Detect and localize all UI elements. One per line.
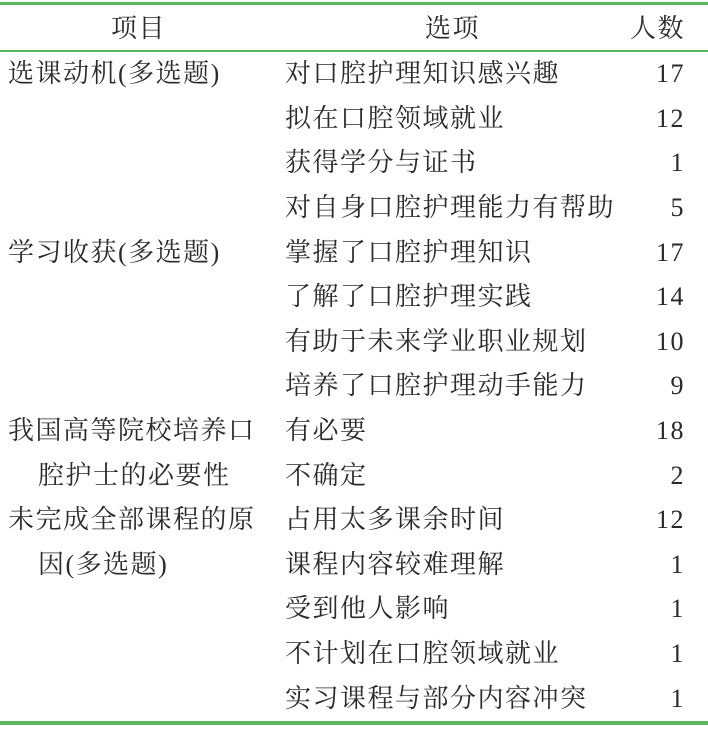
table-row <box>0 364 708 409</box>
count-cell: 9 <box>670 371 685 401</box>
table-row <box>0 632 708 677</box>
count-cell: 1 <box>670 639 685 669</box>
option-cell: 培养了口腔护理动手能力 <box>285 371 588 401</box>
option-cell: 对自身口腔护理能力有帮助 <box>285 193 616 223</box>
count-cell: 12 <box>656 103 685 133</box>
option-cell: 拟在口腔领域就业 <box>285 103 506 133</box>
option-cell: 受到他人影响 <box>285 594 451 624</box>
table-row <box>0 676 708 721</box>
option-cell: 有助于未来学业职业规划 <box>285 326 588 356</box>
table-header-row <box>0 5 708 52</box>
option-cell: 不确定 <box>285 460 368 490</box>
count-cell: 17 <box>656 237 685 267</box>
count-cell: 18 <box>656 416 685 446</box>
option-cell: 了解了口腔护理实践 <box>285 282 533 312</box>
table-row <box>0 275 708 320</box>
table-row <box>0 141 708 186</box>
item-cell-wrapped: 因(多选题) <box>38 549 169 579</box>
option-cell: 有必要 <box>285 416 368 446</box>
table-row <box>0 453 708 498</box>
table-body <box>0 52 708 721</box>
count-cell: 12 <box>656 505 685 535</box>
table-row <box>0 587 708 632</box>
table-row <box>0 97 708 142</box>
item-cell: 选课动机(多选题) <box>8 59 221 89</box>
option-cell: 不计划在口腔领域就业 <box>285 639 561 669</box>
option-cell: 获得学分与证书 <box>285 148 478 178</box>
count-cell: 17 <box>656 59 685 89</box>
option-cell: 对口腔护理知识感兴趣 <box>285 59 561 89</box>
table-row <box>0 230 708 275</box>
table-row <box>0 186 708 231</box>
option-cell: 占用太多课余时间 <box>285 505 506 535</box>
item-cell-wrapped: 腔护士的必要性 <box>38 460 231 490</box>
option-cell: 课程内容较难理解 <box>285 549 506 579</box>
header-count: 人数 <box>629 13 685 43</box>
count-cell: 1 <box>670 148 685 178</box>
table-row <box>0 320 708 365</box>
count-cell: 1 <box>670 549 685 579</box>
option-cell: 实习课程与部分内容冲突 <box>285 683 588 713</box>
survey-results-table <box>0 2 708 725</box>
count-cell: 14 <box>656 282 685 312</box>
count-cell: 2 <box>670 460 685 490</box>
header-item: 项目 <box>110 13 166 43</box>
item-cell: 学习收获(多选题) <box>8 237 221 267</box>
count-cell: 1 <box>670 683 685 713</box>
count-cell: 5 <box>670 193 685 223</box>
count-cell: 10 <box>656 326 685 356</box>
option-cell: 掌握了口腔护理知识 <box>285 237 533 267</box>
table-row <box>0 498 708 543</box>
table-row <box>0 543 708 588</box>
table-row <box>0 409 708 454</box>
item-cell: 我国高等院校培养口 <box>8 416 256 446</box>
header-option: 选项 <box>424 13 480 43</box>
table-row <box>0 52 708 97</box>
count-cell: 1 <box>670 594 685 624</box>
item-cell: 未完成全部课程的原 <box>8 505 256 535</box>
